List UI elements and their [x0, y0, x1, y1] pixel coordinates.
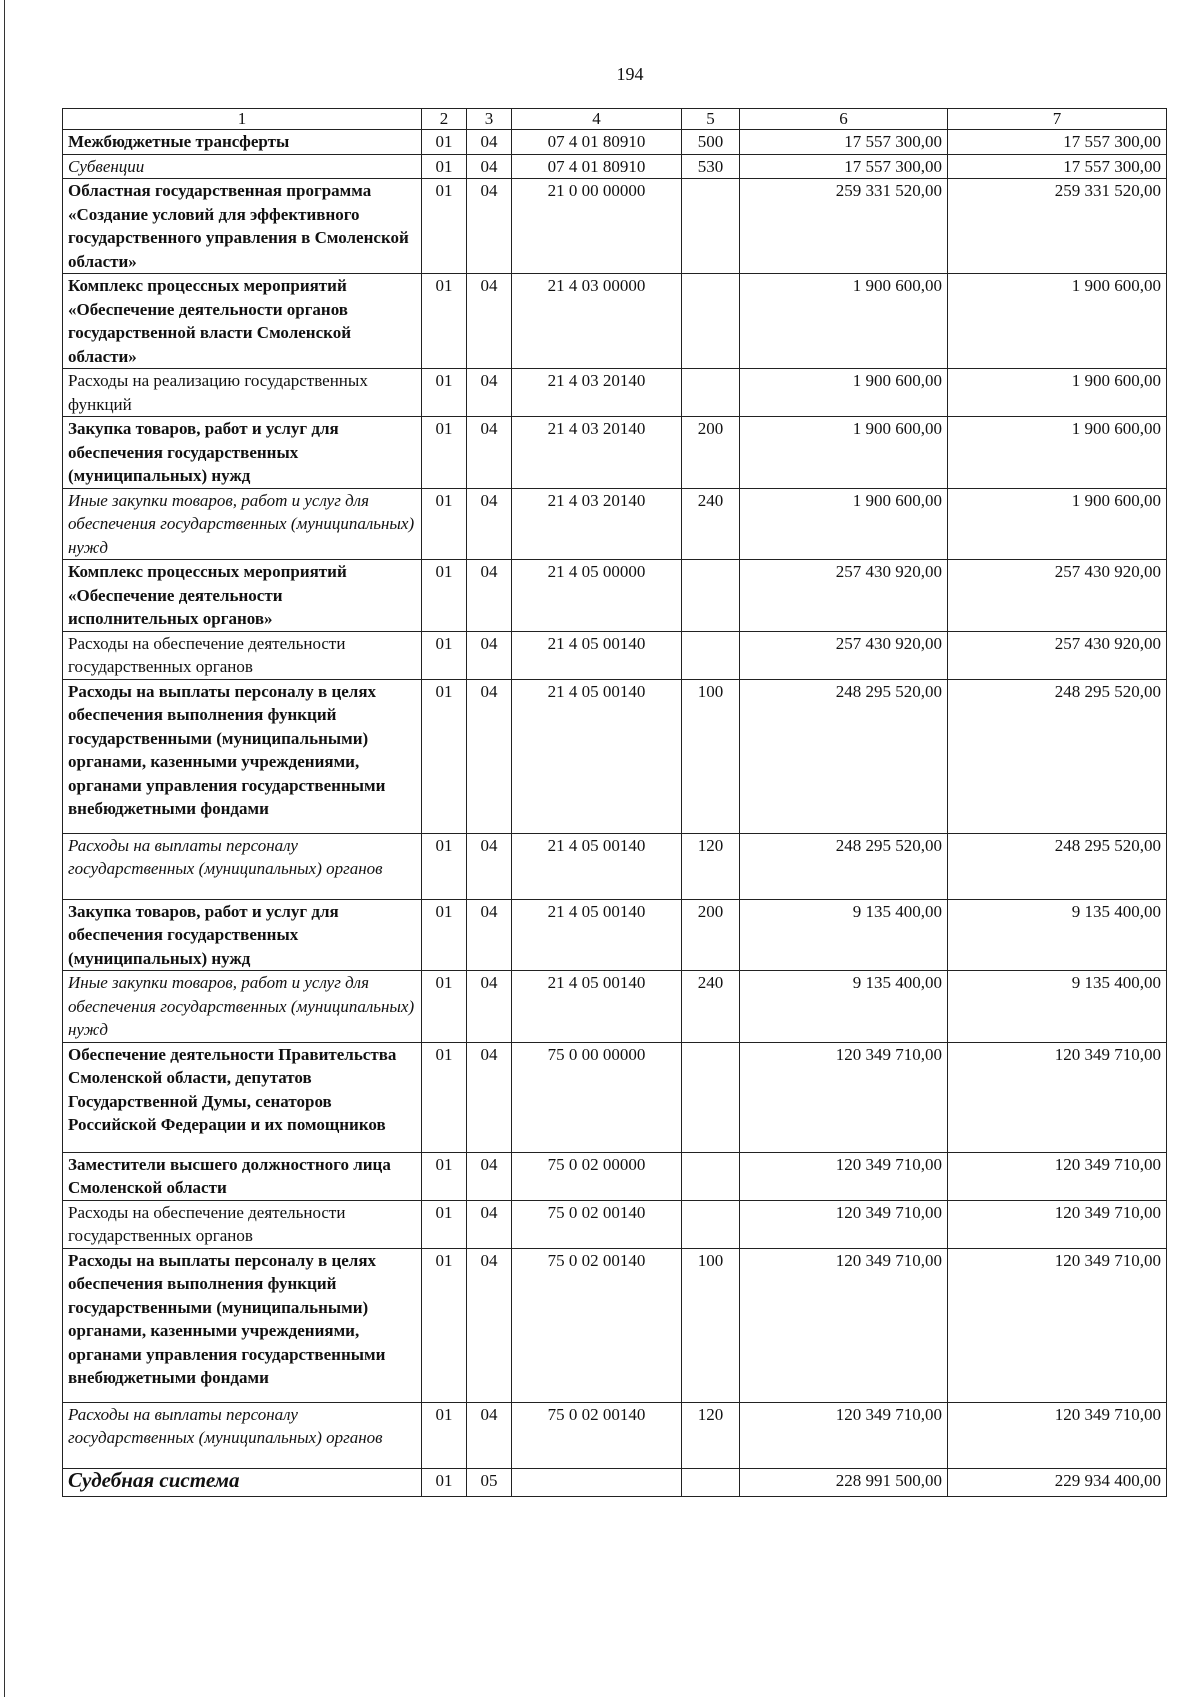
cell-section-code: 01 — [422, 1200, 467, 1248]
cell-amount-year-2: 1 900 600,00 — [948, 488, 1167, 560]
cell-target-article: 75 0 02 00000 — [512, 1152, 682, 1200]
cell-expense-type: 240 — [682, 971, 740, 1043]
page-number: 194 — [616, 64, 644, 84]
cell-section-code: 01 — [422, 369, 467, 417]
cell-section-code: 01 — [422, 899, 467, 971]
cell-amount-year-1: 1 900 600,00 — [740, 488, 948, 560]
cell-target-article: 07 4 01 80910 — [512, 154, 682, 179]
table-row — [63, 1402, 1167, 1468]
cell-amount-year-2: 1 900 600,00 — [948, 274, 1167, 369]
table-row — [63, 833, 1167, 899]
cell-target-article: 21 4 03 00000 — [512, 274, 682, 369]
cell-amount-year-2: 120 349 710,00 — [948, 1402, 1167, 1468]
header-col-7: 7 — [948, 109, 1167, 130]
cell-name: Расходы на обеспечение деятельности государственных органов — [63, 1200, 422, 1248]
cell-target-article: 21 4 03 20140 — [512, 369, 682, 417]
cell-expense-type — [682, 1200, 740, 1248]
cell-amount-year-1: 259 331 520,00 — [740, 179, 948, 274]
cell-amount-year-2: 1 900 600,00 — [948, 369, 1167, 417]
cell-expense-type: 240 — [682, 488, 740, 560]
cell-amount-year-1: 17 557 300,00 — [740, 154, 948, 179]
budget-table — [62, 108, 1167, 1497]
cell-expense-type — [682, 631, 740, 679]
cell-amount-year-2: 248 295 520,00 — [948, 679, 1167, 833]
cell-subsection-code: 04 — [467, 833, 512, 899]
cell-subsection-code: 04 — [467, 679, 512, 833]
cell-amount-year-1: 1 900 600,00 — [740, 417, 948, 489]
cell-target-article: 21 4 05 00000 — [512, 560, 682, 632]
cell-target-article: 21 4 05 00140 — [512, 679, 682, 833]
cell-expense-type — [682, 1042, 740, 1152]
cell-subsection-code: 04 — [467, 1152, 512, 1200]
cell-name: Судебная система — [63, 1468, 422, 1496]
table-row — [63, 154, 1167, 179]
cell-section-code: 01 — [422, 179, 467, 274]
cell-section-code: 01 — [422, 1468, 467, 1496]
cell-section-code: 01 — [422, 488, 467, 560]
cell-subsection-code: 04 — [467, 971, 512, 1043]
cell-subsection-code: 04 — [467, 274, 512, 369]
cell-subsection-code: 04 — [467, 1248, 512, 1402]
cell-name: Закупка товаров, работ и услуг для обеспечения государственных (муниципальных) нужд — [63, 417, 422, 489]
table-row — [63, 1152, 1167, 1200]
table-row — [63, 1042, 1167, 1152]
cell-amount-year-1: 120 349 710,00 — [740, 1152, 948, 1200]
cell-section-code: 01 — [422, 1152, 467, 1200]
cell-target-article: 21 4 03 20140 — [512, 417, 682, 489]
cell-subsection-code: 04 — [467, 488, 512, 560]
cell-target-article: 21 4 05 00140 — [512, 899, 682, 971]
cell-name: Комплекс процессных мероприятий «Обеспечение деятельности исполнительных органов» — [63, 560, 422, 632]
cell-amount-year-1: 9 135 400,00 — [740, 971, 948, 1043]
cell-expense-type — [682, 179, 740, 274]
cell-target-article — [512, 1468, 682, 1496]
cell-name: Расходы на реализацию государственных функций — [63, 369, 422, 417]
cell-name: Расходы на выплаты персоналу государственных (муниципальных) органов — [63, 1402, 422, 1468]
cell-amount-year-1: 257 430 920,00 — [740, 560, 948, 632]
cell-target-article: 75 0 02 00140 — [512, 1200, 682, 1248]
cell-name: Расходы на выплаты персоналу государственных (муниципальных) органов — [63, 833, 422, 899]
cell-amount-year-2: 17 557 300,00 — [948, 154, 1167, 179]
table-row — [63, 369, 1167, 417]
table-row — [63, 560, 1167, 632]
table-row — [63, 274, 1167, 369]
cell-amount-year-1: 1 900 600,00 — [740, 274, 948, 369]
cell-subsection-code: 04 — [467, 1402, 512, 1468]
cell-name: Расходы на выплаты персоналу в целях обеспечения выполнения функций государственными (муниципальными) органами, казенными учреждениями, органами управления государственными внебюджетными фондами — [63, 679, 422, 833]
cell-amount-year-1: 1 900 600,00 — [740, 369, 948, 417]
header-col-2: 2 — [422, 109, 467, 130]
cell-name: Расходы на выплаты персоналу в целях обеспечения выполнения функций государственными (муниципальными) органами, казенными учреждениями, органами управления государственными внебюджетными фондами — [63, 1248, 422, 1402]
cell-amount-year-1: 228 991 500,00 — [740, 1468, 948, 1496]
cell-section-code: 01 — [422, 154, 467, 179]
table-row — [63, 488, 1167, 560]
page-edge-line — [4, 0, 5, 1697]
cell-name: Комплекс процессных мероприятий «Обеспечение деятельности органов государственной власти Смоленской области» — [63, 274, 422, 369]
cell-expense-type — [682, 560, 740, 632]
cell-amount-year-2: 1 900 600,00 — [948, 417, 1167, 489]
table-row — [63, 1248, 1167, 1402]
cell-amount-year-2: 259 331 520,00 — [948, 179, 1167, 274]
cell-subsection-code: 04 — [467, 154, 512, 179]
cell-amount-year-2: 120 349 710,00 — [948, 1042, 1167, 1152]
cell-section-code: 01 — [422, 971, 467, 1043]
cell-section-code: 01 — [422, 1402, 467, 1468]
cell-subsection-code: 04 — [467, 179, 512, 274]
cell-amount-year-2: 9 135 400,00 — [948, 971, 1167, 1043]
cell-subsection-code: 04 — [467, 417, 512, 489]
cell-section-code: 01 — [422, 130, 467, 155]
table-row — [63, 1200, 1167, 1248]
table-row — [63, 679, 1167, 833]
cell-name: Закупка товаров, работ и услуг для обеспечения государственных (муниципальных) нужд — [63, 899, 422, 971]
cell-expense-type — [682, 1152, 740, 1200]
table-row — [63, 1468, 1167, 1496]
cell-amount-year-1: 9 135 400,00 — [740, 899, 948, 971]
header-col-6: 6 — [740, 109, 948, 130]
cell-amount-year-2: 257 430 920,00 — [948, 631, 1167, 679]
header-row — [63, 109, 1167, 130]
cell-section-code: 01 — [422, 679, 467, 833]
cell-subsection-code: 04 — [467, 899, 512, 971]
cell-target-article: 75 0 00 00000 — [512, 1042, 682, 1152]
cell-name: Иные закупки товаров, работ и услуг для обеспечения государственных (муниципальных) нужд — [63, 488, 422, 560]
cell-amount-year-2: 120 349 710,00 — [948, 1200, 1167, 1248]
cell-expense-type — [682, 274, 740, 369]
cell-target-article: 21 4 05 00140 — [512, 971, 682, 1043]
cell-subsection-code: 05 — [467, 1468, 512, 1496]
cell-amount-year-1: 120 349 710,00 — [740, 1200, 948, 1248]
cell-target-article: 21 4 03 20140 — [512, 488, 682, 560]
cell-amount-year-2: 248 295 520,00 — [948, 833, 1167, 899]
cell-expense-type: 530 — [682, 154, 740, 179]
cell-amount-year-2: 17 557 300,00 — [948, 130, 1167, 155]
cell-amount-year-1: 17 557 300,00 — [740, 130, 948, 155]
cell-amount-year-2: 120 349 710,00 — [948, 1152, 1167, 1200]
table-row — [63, 417, 1167, 489]
cell-expense-type — [682, 1468, 740, 1496]
cell-expense-type: 200 — [682, 417, 740, 489]
header-col-3: 3 — [467, 109, 512, 130]
cell-expense-type: 120 — [682, 1402, 740, 1468]
cell-subsection-code: 04 — [467, 130, 512, 155]
cell-section-code: 01 — [422, 417, 467, 489]
cell-section-code: 01 — [422, 1042, 467, 1152]
cell-name: Расходы на обеспечение деятельности государственных органов — [63, 631, 422, 679]
cell-subsection-code: 04 — [467, 1200, 512, 1248]
cell-subsection-code: 04 — [467, 369, 512, 417]
table-row — [63, 971, 1167, 1043]
cell-target-article: 21 4 05 00140 — [512, 631, 682, 679]
cell-subsection-code: 04 — [467, 631, 512, 679]
cell-amount-year-2: 257 430 920,00 — [948, 560, 1167, 632]
cell-expense-type: 100 — [682, 679, 740, 833]
cell-expense-type: 500 — [682, 130, 740, 155]
cell-amount-year-2: 229 934 400,00 — [948, 1468, 1167, 1496]
cell-subsection-code: 04 — [467, 560, 512, 632]
header-col-4: 4 — [512, 109, 682, 130]
cell-target-article: 21 0 00 00000 — [512, 179, 682, 274]
table-row — [63, 899, 1167, 971]
cell-amount-year-1: 257 430 920,00 — [740, 631, 948, 679]
cell-name: Межбюджетные трансферты — [63, 130, 422, 155]
cell-amount-year-1: 248 295 520,00 — [740, 679, 948, 833]
cell-amount-year-1: 120 349 710,00 — [740, 1402, 948, 1468]
cell-expense-type: 100 — [682, 1248, 740, 1402]
cell-expense-type: 120 — [682, 833, 740, 899]
cell-target-article: 21 4 05 00140 — [512, 833, 682, 899]
cell-target-article: 75 0 02 00140 — [512, 1248, 682, 1402]
cell-expense-type: 200 — [682, 899, 740, 971]
cell-amount-year-1: 120 349 710,00 — [740, 1042, 948, 1152]
cell-target-article: 07 4 01 80910 — [512, 130, 682, 155]
cell-amount-year-1: 248 295 520,00 — [740, 833, 948, 899]
cell-amount-year-2: 120 349 710,00 — [948, 1248, 1167, 1402]
cell-section-code: 01 — [422, 631, 467, 679]
cell-name: Иные закупки товаров, работ и услуг для обеспечения государственных (муниципальных) нужд — [63, 971, 422, 1043]
cell-subsection-code: 04 — [467, 1042, 512, 1152]
table-row — [63, 130, 1167, 155]
cell-section-code: 01 — [422, 560, 467, 632]
cell-target-article: 75 0 02 00140 — [512, 1402, 682, 1468]
cell-expense-type — [682, 369, 740, 417]
table-row — [63, 179, 1167, 274]
cell-section-code: 01 — [422, 1248, 467, 1402]
cell-section-code: 01 — [422, 274, 467, 369]
cell-amount-year-1: 120 349 710,00 — [740, 1248, 948, 1402]
cell-amount-year-2: 9 135 400,00 — [948, 899, 1167, 971]
cell-name: Областная государственная программа «Создание условий для эффективного государственного управления в Смоленской области» — [63, 179, 422, 274]
header-col-5: 5 — [682, 109, 740, 130]
cell-name: Обеспечение деятельности Правительства Смоленской области, депутатов Государственной Думы, сенаторов Российской Федерации и их помощников — [63, 1042, 422, 1152]
cell-section-code: 01 — [422, 833, 467, 899]
cell-name: Заместители высшего должностного лица Смоленской области — [63, 1152, 422, 1200]
header-col-1: 1 — [63, 109, 422, 130]
table-row — [63, 631, 1167, 679]
cell-name: Субвенции — [63, 154, 422, 179]
